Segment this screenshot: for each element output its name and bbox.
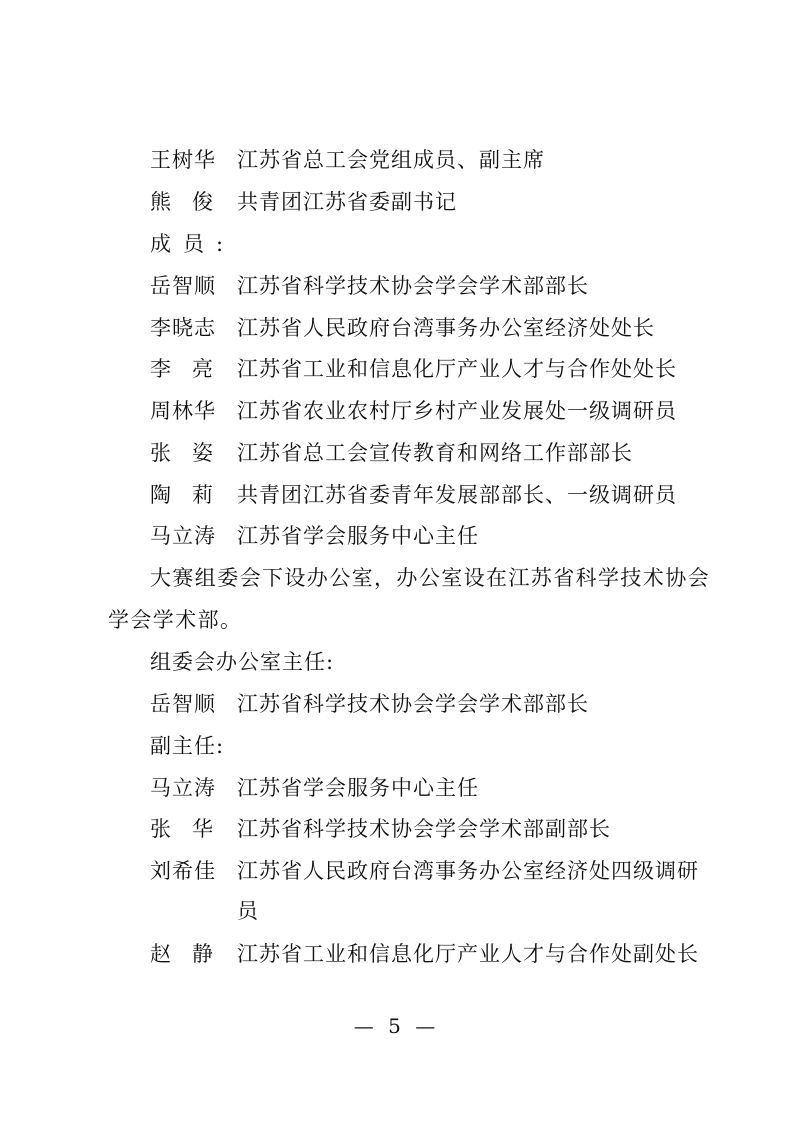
person-name: 陶莉 [150,483,234,507]
person-name: 王树华 [150,148,216,172]
person-name: 刘希佳 [150,859,216,883]
person-name: 张华 [150,817,234,841]
person-role: 江苏省科学技术协会学会学术部部长 [237,274,589,298]
person-name: 马立涛 [150,524,216,548]
person-role: 共青团江苏省委青年发展部部长、一级调研员 [237,483,677,507]
person-role: 江苏省总工会宣传教育和网络工作部部长 [237,441,633,465]
person-name: 马立涛 [150,776,216,800]
office-paragraph-line1: 大赛组委会下设办公室，办公室设在江苏省科学技术协会 [150,566,710,590]
person-name: 周林华 [150,399,216,423]
person-role: 江苏省工业和信息化厅产业人才与合作处副处长 [237,942,699,966]
person-name: 岳智顺 [150,692,216,716]
person-role: 江苏省科学技术协会学会学术部部长 [237,692,589,716]
person-role: 共青团江苏省委副书记 [237,190,457,214]
person-role: 江苏省学会服务中心主任 [237,524,479,548]
person-role: 江苏省总工会党组成员、副主席 [237,148,545,172]
office-director-heading: 组委会办公室主任: [150,650,335,674]
deputy-heading: 副主任: [150,734,225,758]
person-role: 江苏省工业和信息化厅产业人才与合作处处长 [237,357,677,381]
person-role-continuation: 员 [237,899,259,923]
person-name: 赵静 [150,942,234,966]
members-heading: 成员: [150,232,236,256]
person-name: 张姿 [150,441,234,465]
person-name: 岳智顺 [150,274,216,298]
page-number: — 5 — [353,1014,440,1038]
person-name: 李亮 [150,357,234,381]
person-name: 熊俊 [150,190,234,214]
person-role: 江苏省农业农村厅乡村产业发展处一级调研员 [237,399,677,423]
person-role: 江苏省学会服务中心主任 [237,776,479,800]
person-role: 江苏省人民政府台湾事务办公室经济处处长 [237,316,655,340]
person-role: 江苏省科学技术协会学会学术部副部长 [237,817,611,841]
office-paragraph-line2: 学会学术部。 [108,608,243,632]
person-role: 江苏省人民政府台湾事务办公室经济处四级调研 [237,859,699,883]
person-name: 李晓志 [150,316,216,340]
